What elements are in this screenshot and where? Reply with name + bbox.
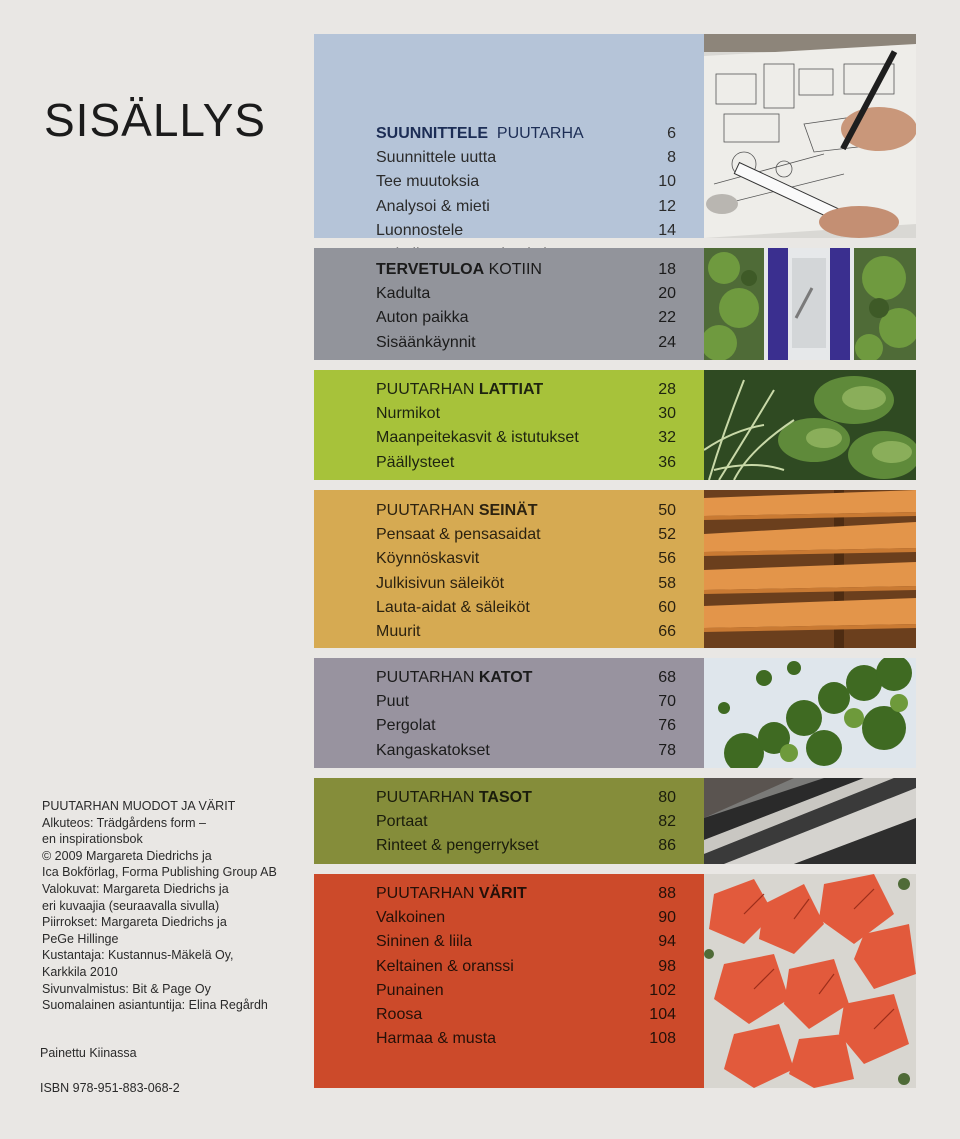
- page-number: 8: [667, 149, 676, 167]
- imprint-line: Suomalainen asiantuntija: Elina Regårdh: [42, 998, 268, 1013]
- hosta-plants-photo: [704, 370, 916, 480]
- page-number: 20: [658, 285, 676, 303]
- toc-entry[interactable]: [376, 979, 676, 1003]
- section-color-block: [314, 370, 704, 480]
- section-color-block: [314, 874, 704, 1088]
- entry-label: Valkoinen: [376, 909, 446, 927]
- entry-label: Analysoi & mieti: [376, 197, 490, 215]
- imprint-line: Ica Bokförlag, Forma Publishing Group AB: [42, 865, 277, 880]
- section-heading[interactable]: [376, 499, 676, 523]
- imprint-line: Kustantaja: Kustannus-Mäkelä Oy,: [42, 948, 234, 963]
- section-heading[interactable]: [376, 122, 676, 146]
- section-color-block: [314, 658, 704, 768]
- page-number: 52: [658, 526, 676, 544]
- entry-label: Kadulta: [376, 285, 431, 303]
- imprint-line: Valokuvat: Margareta Diedrichs ja: [42, 881, 229, 896]
- entry-label: Julkisivun säleiköt: [376, 574, 505, 592]
- imprint-line: eri kuvaajia (seuraavalla sivulla): [42, 898, 220, 913]
- entry-label: Muurit: [376, 623, 421, 641]
- imprint-line: © 2009 Margareta Diedrichs ja: [42, 848, 212, 863]
- entry-label: Köynnöskasvit: [376, 550, 480, 568]
- toc-entry[interactable]: [376, 906, 676, 930]
- entry-label: Suunnittele uutta: [376, 149, 497, 167]
- toc-section-welcome: [314, 248, 916, 360]
- entry-label: Luonnostele: [376, 221, 464, 239]
- toc-section-roofs: [314, 658, 916, 768]
- toc-entry[interactable]: [376, 523, 676, 547]
- imprint-line: Piirrokset: Margareta Diedrichs ja: [42, 915, 227, 930]
- page-number: 18: [658, 261, 676, 278]
- imprint-line: PeGe Hillinge: [42, 931, 119, 946]
- page-number: 58: [658, 574, 676, 592]
- page-number: 98: [658, 957, 676, 975]
- page-number: 56: [658, 550, 676, 568]
- entrance-doors-photo: [704, 248, 916, 360]
- imprint-block: [42, 798, 312, 1014]
- section-heading[interactable]: [376, 882, 676, 906]
- page-number: 32: [658, 429, 676, 447]
- entry-label: Puut: [376, 693, 409, 711]
- toc-entry[interactable]: [376, 955, 676, 979]
- toc-entry[interactable]: [376, 620, 676, 644]
- heading-word-2: KOTIIN: [488, 261, 542, 278]
- entry-label: Sisäänkäynnit: [376, 333, 476, 351]
- imprint-line: Karkkila 2010: [42, 964, 118, 979]
- section-color-block: [314, 34, 704, 238]
- page-number: 76: [658, 717, 676, 735]
- page-number: 104: [649, 1006, 676, 1024]
- entry-label: Roosa: [376, 1006, 423, 1024]
- toc-section-planning: [314, 34, 916, 238]
- entry-label: Lauta-aidat & säleiköt: [376, 598, 530, 616]
- wooden-steps-photo: [704, 778, 916, 864]
- toc-entry[interactable]: [376, 426, 676, 450]
- toc-entry[interactable]: [376, 282, 676, 306]
- red-leaves-photo: [704, 874, 916, 1088]
- page-title: SISÄLLYS: [44, 93, 266, 146]
- page-number: 70: [658, 693, 676, 711]
- entry-label: Nurmikot: [376, 405, 441, 423]
- heading-word-1: PUUTARHAN: [376, 669, 475, 686]
- printed-in: Painettu Kiinassa: [40, 1046, 137, 1060]
- page-number: 66: [658, 623, 676, 641]
- heading-word-2: LATTIAT: [478, 381, 544, 398]
- imprint-line: Sivunvalmistus: Bit & Page Oy: [42, 981, 211, 996]
- heading-word-1: PUUTARHAN: [376, 885, 475, 902]
- page-number: 90: [658, 909, 676, 927]
- toc-entry[interactable]: [376, 306, 676, 330]
- imprint-line: PUUTARHAN MUODOT JA VÄRIT: [42, 799, 236, 813]
- page-number: 36: [658, 453, 676, 471]
- entry-label: Maanpeitekasvit & istutukset: [376, 429, 579, 447]
- entry-label: Portaat: [376, 813, 428, 831]
- toc-entry[interactable]: [376, 690, 676, 714]
- section-color-block: [314, 248, 704, 360]
- toc-entry[interactable]: [376, 572, 676, 596]
- toc-entry[interactable]: [376, 1003, 676, 1027]
- section-color-block: [314, 490, 704, 648]
- toc-section-colors: [314, 874, 916, 1088]
- toc-entry[interactable]: [376, 146, 676, 170]
- toc-entry[interactable]: [376, 1027, 676, 1051]
- entry-label: Kangaskatokset: [376, 741, 490, 759]
- entry-label: Pensaat & pensasaidat: [376, 526, 541, 544]
- page-number: 108: [649, 1030, 676, 1048]
- entry-label: Sininen & liila: [376, 933, 473, 951]
- toc-entry[interactable]: [376, 451, 676, 475]
- heading-word-1: PUUTARHAN: [376, 381, 475, 398]
- heading-word-1: SUUNNITTELE: [376, 125, 488, 142]
- heading-word-1: PUUTARHAN: [376, 502, 475, 519]
- entry-label: Auton paikka: [376, 309, 469, 327]
- tree-canopy-photo: [704, 658, 916, 768]
- toc-entry[interactable]: [376, 739, 676, 763]
- section-heading[interactable]: [376, 258, 676, 282]
- entry-label: Pergolat: [376, 717, 436, 735]
- toc-entry[interactable]: [376, 596, 676, 620]
- page-number: 14: [658, 221, 676, 239]
- toc-entry[interactable]: [376, 170, 676, 194]
- page-number: 12: [658, 197, 676, 215]
- page-number: 60: [658, 598, 676, 616]
- page-number: 68: [658, 669, 676, 686]
- page-number: 10: [658, 173, 676, 191]
- page-number: 102: [649, 981, 676, 999]
- section-heading[interactable]: [376, 786, 676, 810]
- page-number: 86: [658, 837, 676, 855]
- toc-entry[interactable]: [376, 195, 676, 219]
- heading-word-1: PUUTARHAN: [376, 789, 475, 806]
- entry-label: Päällysteet: [376, 453, 455, 471]
- toc-entry[interactable]: [376, 714, 676, 738]
- toc-entry[interactable]: [376, 219, 676, 243]
- section-heading[interactable]: [376, 378, 676, 402]
- toc-entry[interactable]: [376, 402, 676, 426]
- toc-entry[interactable]: [376, 810, 676, 834]
- page-number: 88: [658, 885, 676, 902]
- imprint-line: Alkuteos: Trädgårdens form –: [42, 815, 206, 830]
- toc-section-walls: [314, 490, 916, 648]
- page-number: 80: [658, 789, 676, 806]
- heading-word-2: VÄRIT: [478, 885, 527, 902]
- entry-label: Tee muutoksia: [376, 173, 480, 191]
- entry-label: Rinteet & pengerrykset: [376, 837, 539, 855]
- page-number: 50: [658, 502, 676, 519]
- toc-section-levels: [314, 778, 916, 864]
- heading-word-1: TERVETULOA: [376, 261, 485, 278]
- page-number: 22: [658, 309, 676, 327]
- toc-section-floors: [314, 370, 916, 480]
- page-number: 24: [658, 333, 676, 351]
- page-number: 28: [658, 381, 676, 398]
- page-number: 82: [658, 813, 676, 831]
- heading-word-2: TASOT: [478, 789, 532, 806]
- toc-entry[interactable]: [376, 331, 676, 355]
- garden-plan-drawing-photo: [704, 34, 916, 238]
- entry-label: Keltainen & oranssi: [376, 957, 514, 975]
- page-number: 30: [658, 405, 676, 423]
- page-number: 94: [658, 933, 676, 951]
- entry-label: Punainen: [376, 981, 444, 999]
- section-color-block: [314, 778, 704, 864]
- page-number: 78: [658, 741, 676, 759]
- toc-entry[interactable]: [376, 547, 676, 571]
- toc-entry[interactable]: [376, 834, 676, 858]
- heading-word-2: KATOT: [478, 669, 533, 686]
- wooden-slat-fence-photo: [704, 490, 916, 648]
- section-heading[interactable]: [376, 666, 676, 690]
- toc-entry[interactable]: [376, 930, 676, 954]
- page-number: 6: [667, 125, 676, 142]
- heading-word-2: PUUTARHA: [496, 125, 584, 142]
- heading-word-2: SEINÄT: [478, 502, 538, 519]
- isbn: ISBN 978-951-883-068-2: [40, 1081, 180, 1095]
- entry-label: Harmaa & musta: [376, 1030, 497, 1048]
- imprint-line: en inspirationsbok: [42, 832, 143, 847]
